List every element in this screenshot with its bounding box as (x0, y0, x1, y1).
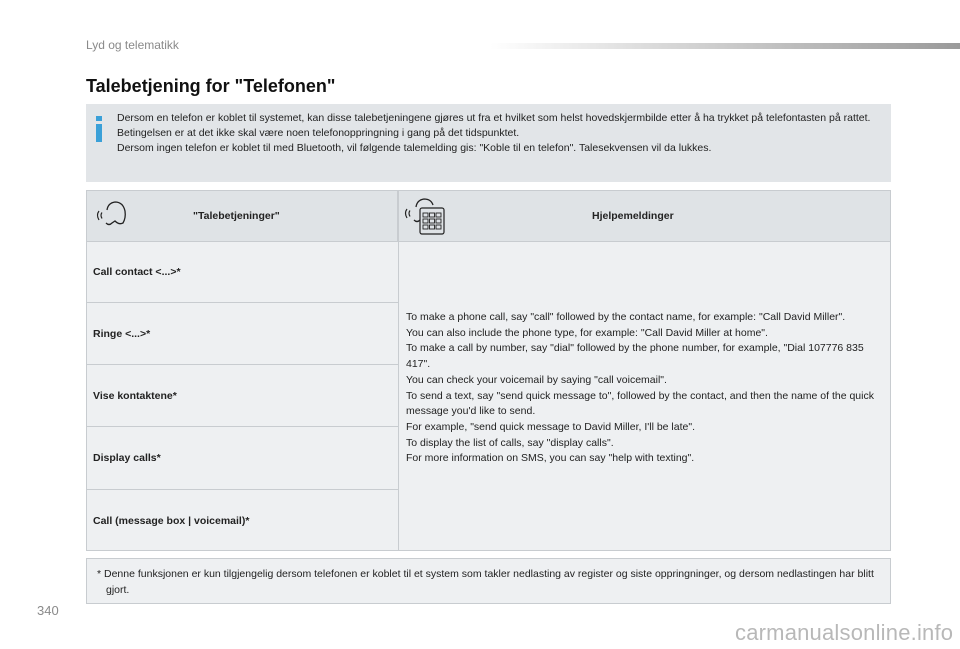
command-display-calls: Display calls* (93, 452, 161, 464)
row-divider (87, 302, 398, 303)
help-line: For example, "send quick message to David Miller, I'll be late". (406, 420, 696, 433)
footnote-box (86, 558, 891, 604)
help-line: You can also include the phone type, for example: "Call David Miller at home". (406, 326, 768, 339)
help-line: To make a call by number, say "dial" followed by the phone number, for example, "Dial 107776 835 417". (406, 342, 864, 371)
voice-command-table (86, 190, 891, 551)
row-divider (87, 426, 398, 427)
help-line: To display the list of calls, say "display calls". (406, 436, 614, 449)
chapter-title: Lyd og telematikk (86, 38, 179, 52)
column-divider (398, 191, 399, 550)
header-label-help: Hjelpemeldinger (592, 210, 674, 222)
command-call-voicemail: Call (message box | voicemail)* (93, 515, 250, 527)
info-paragraph: Dersom ingen telefon er koblet til med Bluetooth, vil følgende talemelding gis: "Koble til en telefon". Talesekvensen vil da lukkes. (117, 142, 712, 154)
table-header-commands (87, 191, 398, 241)
command-ringe: Ringe <...>* (93, 328, 151, 340)
row-divider (87, 364, 398, 365)
command-call-contact: Call contact <...>* (93, 266, 181, 278)
watermark: carmanualsonline.info (735, 620, 954, 645)
table-header-help (398, 191, 890, 241)
info-icon (94, 116, 104, 142)
info-paragraph: Dersom en telefon er koblet til systemet, kan disse talebetjeningene gjøres ut fra et hvilket som helst hovedskjermbilde etter å ha trykket på telefontasten på rattet. Betingelsen er at det ikke skal være noen telefonoppringning i gang på det tidspunktet. (117, 112, 871, 139)
help-line: To send a text, say "send quick message to", followed by the contact, and then the name of the quick message you'd like to send. (406, 389, 874, 418)
help-line: To make a phone call, say "call" followed by the contact name, for example: "Call David Miller". (406, 311, 846, 323)
help-line: You can check your voicemail by saying "call voicemail". (406, 373, 667, 386)
help-messages (406, 310, 876, 467)
row-divider (87, 489, 398, 490)
info-box (86, 104, 891, 182)
page-title: Talebetjening for "Telefonen" (86, 76, 336, 96)
help-messages-icon (404, 196, 448, 236)
help-line: For more information on SMS, you can say "help with texting". (406, 452, 695, 465)
info-text (117, 111, 877, 156)
header-rule (490, 43, 960, 49)
voice-command-icon (95, 199, 129, 231)
command-vise-kontaktene: Vise kontaktene* (93, 390, 177, 402)
header-label-commands: "Talebetjeninger" (193, 210, 280, 222)
page-number: 340 (37, 603, 59, 618)
footnote-text: * Denne funksjonen er kun tilgjengelig dersom telefonen er koblet til et system som takler nedlasting av register og siste oppringninger, og dersom nedlastingen har blitt gjort. (97, 568, 874, 596)
header-divider (87, 241, 890, 242)
